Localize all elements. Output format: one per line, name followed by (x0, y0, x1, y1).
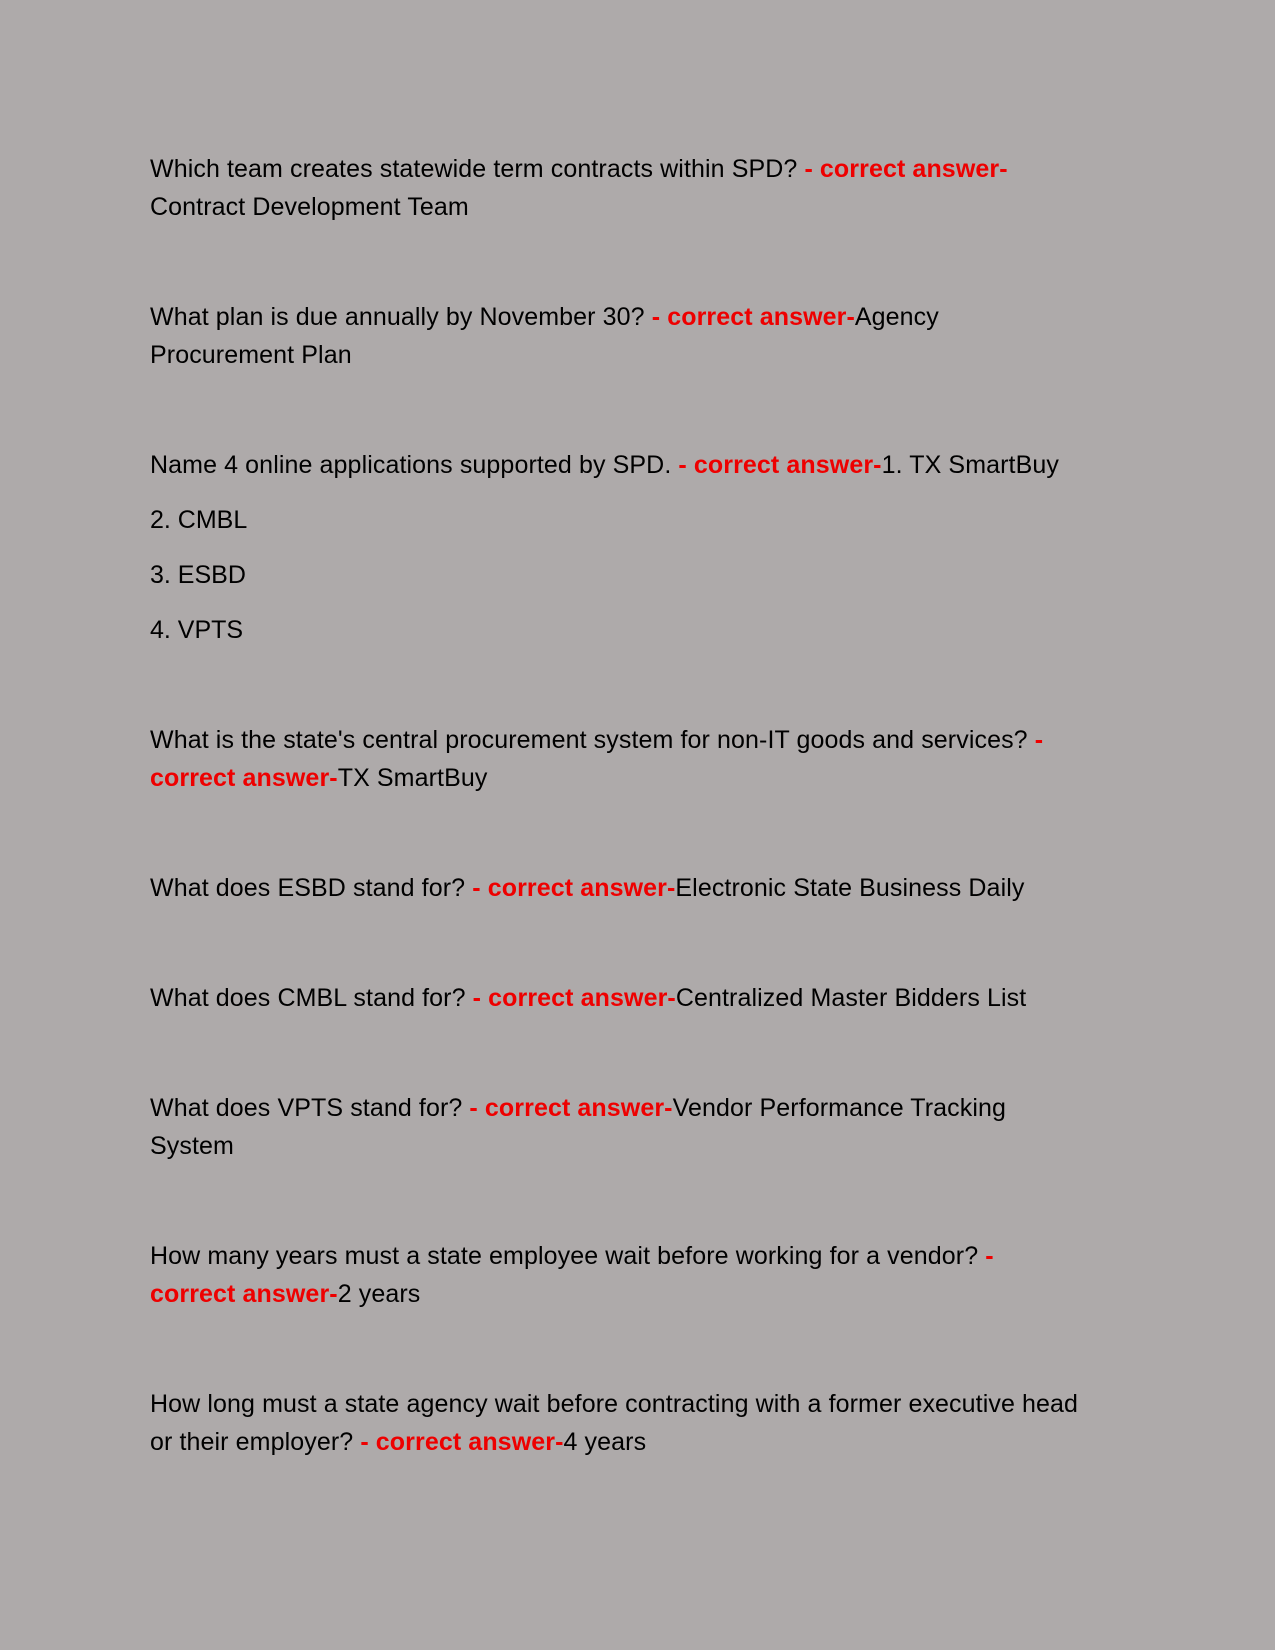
question-text: How many years must a state employee wait before working for a vendor? (150, 1242, 979, 1270)
qa-item-5 (150, 869, 1085, 907)
correct-answer-marker: - correct answer- (671, 451, 882, 479)
correct-answer-marker: - correct answer- (462, 1094, 673, 1122)
answer-list-item: 3. ESBD (150, 561, 246, 589)
qa-item-6 (150, 979, 1085, 1017)
answer-text: Electronic State Business Daily (675, 874, 1025, 902)
qa-item-4 (150, 721, 1085, 797)
qa-item-7 (150, 1089, 1085, 1165)
question-text: Name 4 online applications supported by SPD. (150, 451, 672, 479)
answer-text: TX SmartBuy (337, 764, 488, 792)
answer-text: Agency Procurement Plan (150, 303, 939, 369)
qa-item-8 (150, 1237, 1085, 1313)
qa-item-2 (150, 298, 1085, 374)
answer-list-item: 2. CMBL (150, 506, 248, 534)
question-text: How long must a state agency wait before contracting with a former executive head or their employer? (150, 1390, 1079, 1456)
answer-list-item: 4. VPTS (150, 616, 244, 644)
answer-text: Centralized Master Bidders List (675, 984, 1027, 1012)
correct-answer-marker: - correct answer- (150, 726, 1044, 792)
correct-answer-marker: - correct answer- (150, 1242, 994, 1308)
qa-item-3 (150, 446, 1085, 484)
correct-answer-marker: - correct answer- (465, 874, 676, 902)
answer-text: 4 years (563, 1428, 647, 1456)
correct-answer-marker: - correct answer- (465, 984, 676, 1012)
question-text: What does VPTS stand for? (150, 1094, 463, 1122)
qa-item-9 (150, 1385, 1085, 1461)
answer-text: 1. TX SmartBuy (881, 451, 1059, 479)
correct-answer-marker: - correct answer- (644, 303, 855, 331)
answer-text: Vendor Performance Tracking System (150, 1094, 1007, 1160)
question-text: What is the state's central procurement system for non-IT goods and services? (150, 726, 1028, 754)
question-text: What plan is due annually by November 30? (150, 303, 645, 331)
answer-text: Contract Development Team (150, 193, 469, 221)
question-text: What does CMBL stand for? (150, 984, 466, 1012)
question-text: What does ESBD stand for? (150, 874, 466, 902)
question-text: Which team creates statewide term contracts within SPD? (150, 155, 798, 183)
qa-item-1 (150, 150, 1085, 226)
correct-answer-marker: - correct answer- (797, 155, 1008, 183)
correct-answer-marker: - correct answer- (353, 1428, 564, 1456)
answer-text: 2 years (337, 1280, 421, 1308)
